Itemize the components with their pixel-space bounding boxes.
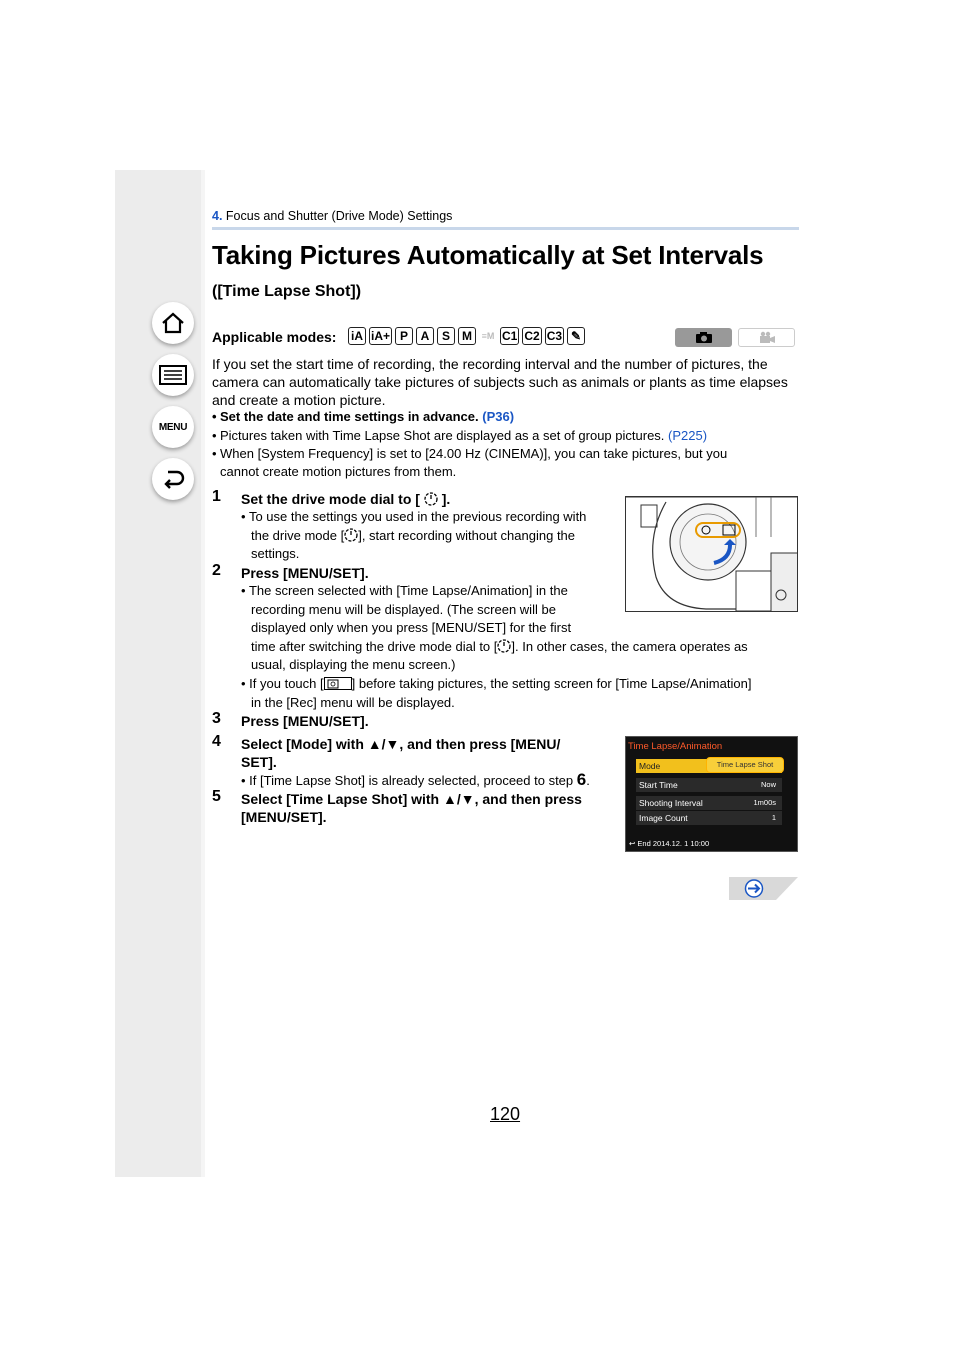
mode-p-icon: P xyxy=(395,327,413,345)
step-5-text xyxy=(241,790,611,826)
step-1-note: • To use the settings you used in the previous recording with the drive mode [ ], start recording without changing the settings. xyxy=(241,508,613,564)
back-arrow-icon xyxy=(160,467,186,491)
step-4-line2: SET]. xyxy=(241,754,277,770)
step-4-note-end: . xyxy=(586,773,590,788)
step-ref-6: 6 xyxy=(576,770,587,789)
bullet-frequency-line1: When [System Frequency] is set to [24.00 Hz (CINEMA)], you can take pictures, but you xyxy=(220,446,728,461)
step-2-note-b-line2: in the [Rec] menu will be displayed. xyxy=(251,694,455,710)
screen-footer-text: End 2014.12. 1 10:00 xyxy=(637,839,710,848)
home-button[interactable] xyxy=(152,302,194,344)
screen-row-start-value: Now xyxy=(760,780,776,789)
step-4-text xyxy=(241,735,601,771)
mode-c2-icon: C2 xyxy=(524,329,540,343)
step-4-note: • If [Time Lapse Shot] is already selected, proceed to step 6. xyxy=(241,770,590,789)
mode-c3-icon: C3 xyxy=(546,329,563,343)
mode-ia-plus-icon: iA+ xyxy=(371,329,391,343)
mode-s-icon: S xyxy=(437,327,455,345)
step-1-text xyxy=(241,490,450,508)
step-1-note-line1: To use the settings you used in the previous recording with xyxy=(248,509,587,524)
time-lapse-dial-icon xyxy=(497,639,511,653)
bullet-group-pictures: • Pictures taken with Time Lapse Shot are displayed as a set of group pictures. (P225) xyxy=(212,428,708,443)
step-4-number: 4 xyxy=(212,733,221,750)
screen-row-count-label: Image Count xyxy=(639,813,688,823)
screen-row-mode xyxy=(636,759,782,773)
camera-menu-screen xyxy=(625,736,798,852)
step-1-note-line2-post: ], start recording without changing the xyxy=(358,527,576,543)
bullet-date-settings: • Set the date and time settings in advance. (P36) xyxy=(212,409,515,424)
step-2-note-a-line2: recording menu will be displayed. (The screen will be xyxy=(251,601,556,617)
header-rule xyxy=(212,227,799,230)
screen-row-interval xyxy=(636,796,782,810)
screen-row-interval-value: 1m00s xyxy=(753,798,776,807)
step-5-line1: Select [Time Lapse Shot] with ▲/▼, and then press xyxy=(241,791,582,807)
step-2-note-b-pre: If you touch [ xyxy=(249,676,324,691)
chapter-number: 4. xyxy=(212,209,223,223)
camera-icon xyxy=(695,331,713,344)
step-2-note-b-post: ] before taking pictures, the setting screen for [Time Lapse/Animation] xyxy=(351,676,752,691)
mode-a-icon: A xyxy=(416,327,434,345)
home-icon xyxy=(160,311,186,335)
return-icon: ↩ xyxy=(629,839,636,848)
bullet-frequency-line2: cannot create motion pictures from them. xyxy=(220,464,457,479)
mode-c1-icon: C1 xyxy=(502,329,518,343)
screen-row-mode-value: Time Lapse Shot xyxy=(706,757,784,773)
step-2-note-a-line4-pre: time after switching the drive mode dial to [ xyxy=(251,638,498,654)
time-lapse-dial-icon xyxy=(424,492,438,506)
mode-ia-icon: iA xyxy=(348,327,366,345)
link-p36[interactable]: (P36) xyxy=(482,409,515,424)
step-1-note-line3: settings. xyxy=(251,546,300,561)
step-5-line2: [MENU/SET]. xyxy=(241,809,327,825)
step-3-text: Press [MENU/SET]. xyxy=(241,713,369,729)
arrow-right-icon xyxy=(746,880,763,897)
screen-row-start-time xyxy=(636,778,782,792)
bullet-group-text: Pictures taken with Time Lapse Shot are displayed as a set of group pictures. xyxy=(220,428,665,443)
step-2-note-a-line5: usual, displaying the menu screen.) xyxy=(251,657,456,672)
chapter-breadcrumb xyxy=(212,209,452,223)
time-lapse-touch-icon xyxy=(324,677,352,690)
screen-row-count-value: 1 xyxy=(771,813,776,822)
screen-footer xyxy=(629,839,709,848)
step-2-text: Press [MENU/SET]. xyxy=(241,565,369,581)
mode-creative-video-icon: ≡M xyxy=(481,331,495,341)
screen-title: Time Lapse/Animation xyxy=(628,741,723,752)
sidebar-divider xyxy=(201,170,205,1177)
screen-row-interval-label: Shooting Interval xyxy=(639,798,703,808)
bullet-system-frequency: • When [System Frequency] is set to [24.00 Hz (CINEMA)], you can take pictures, but you cannot create motion pictures from them. xyxy=(212,446,728,479)
page-subtitle: ([Time Lapse Shot]) xyxy=(212,283,362,300)
chapter-title: Focus and Shutter (Drive Mode) Settings xyxy=(225,209,453,223)
step-2-number: 2 xyxy=(212,562,221,579)
applicable-modes-label: Applicable modes: xyxy=(212,329,337,345)
bullet-date-text: Set the date and time settings in advance. xyxy=(220,409,479,424)
applicable-modes-icons xyxy=(348,327,585,345)
mode-creative-control-icon: ✎ xyxy=(567,327,585,345)
table-of-contents-button[interactable] xyxy=(152,354,194,396)
screen-row-start-label: Start Time xyxy=(639,780,678,790)
page-number: 120 xyxy=(490,1104,521,1124)
step-4-line1: Select [Mode] with ▲/▼, and then press [MENU/ xyxy=(241,736,561,752)
step-5-number: 5 xyxy=(212,788,221,805)
step-2-note-a-line4-post: ]. In other cases, the camera operates as xyxy=(511,638,748,654)
table-of-contents-icon xyxy=(159,365,187,385)
step-2-note-a: • The screen selected with [Time Lapse/Animation] in the recording menu will be displayed. (The screen will be displayed only when you press [MENU/SET] for the first time after switching the drive mode dial to [ ]. In other cases, the camera operates as usual, displaying the menu screen.) xyxy=(241,582,797,675)
step-4-note-text: If [Time Lapse Shot] is already selected, proceed to step xyxy=(249,773,574,788)
photo-tab xyxy=(675,328,732,347)
mode-m-icon: M xyxy=(458,327,476,345)
video-camera-icon xyxy=(758,331,776,344)
step-1-note-line2-pre: the drive mode [ xyxy=(251,527,345,543)
menu-label: MENU xyxy=(158,421,188,433)
screen-row-image-count xyxy=(636,811,782,825)
menu-button[interactable] xyxy=(152,406,194,448)
step-2-note-b: • If you touch [ ] before taking pictures, the setting screen for [Time Lapse/Animation] in the [Rec] menu will be displayed. xyxy=(241,675,797,712)
step-1-number: 1 xyxy=(212,488,221,505)
step-1-text-post: ]. xyxy=(441,491,451,507)
video-tab xyxy=(738,328,795,347)
step-2-note-a-line1: The screen selected with [Time Lapse/Animation] in the xyxy=(248,583,568,598)
next-page-button[interactable] xyxy=(729,877,798,900)
screen-row-mode-label: Mode xyxy=(639,761,661,771)
back-button[interactable] xyxy=(152,458,194,500)
step-2-note-a-line3: displayed only when you press [MENU/SET] for the first xyxy=(251,620,572,635)
step-3-number: 3 xyxy=(212,710,221,727)
link-p225[interactable]: (P225) xyxy=(668,428,708,443)
intro-paragraph: If you set the start time of recording, the recording interval and the number of pictures, the camera can automatically take pictures of subjects such as animals or plants as time elapses and create a motion picture. xyxy=(212,356,788,408)
page-title: Taking Pictures Automatically at Set Intervals xyxy=(212,240,764,270)
time-lapse-dial-icon xyxy=(344,528,358,542)
step-1-text-pre: Set the drive mode dial to [ xyxy=(241,491,420,507)
